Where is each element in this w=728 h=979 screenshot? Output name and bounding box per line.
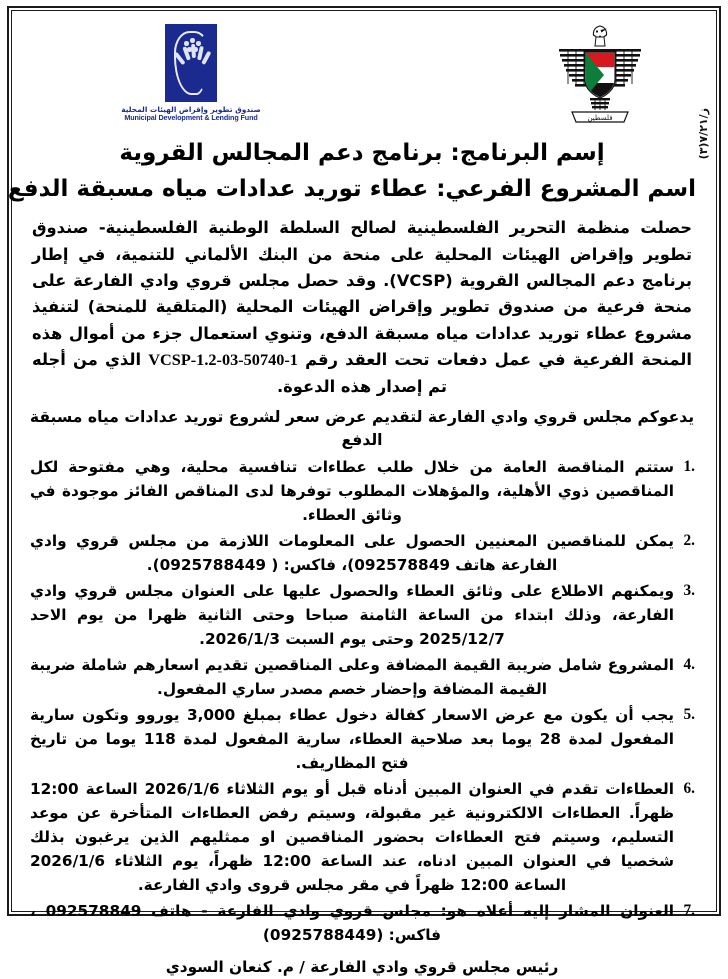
invitation-line: يدعوكم مجلس قروي وادي الفارعة لتقديم عرض سعر لشروع توريد عدادات مياه مسبقة الدفع xyxy=(29,408,695,450)
mdlf-caption-english: Municipal Development & Lending Fund xyxy=(124,113,258,123)
palestine-eagle-emblem-icon xyxy=(552,22,648,130)
list-item: المشروع شامل ضريبة القيمة المضافة وعلى المناقصين تقديم اسعارهم شاملة ضريبة القيمة المضافة وإحضار خصم مصدر ساري المفعول. xyxy=(30,655,674,698)
mdlf-hand-logo-icon xyxy=(165,24,217,102)
intro-text-after: الذي من أجله تم إصدار هذه الدعوة. xyxy=(32,350,448,396)
page-content xyxy=(6,6,722,977)
subproject-title: اسم المشروع الفرعي: عطاء توريد عدادات مياه مسبقة الدفع xyxy=(7,175,696,202)
list-item: العنوان المشار إليه أعلاه هو: مجلس قروي وادي الفارعة - هاتف 092578849 ، فاكس: (0925788449) xyxy=(30,902,674,945)
list-item: يجب أن يكون مع عرض الاسعار كفالة دخول عطاء بمبلغ 3,000 يوروو وتكون سارية المفعول لمدة 28 يوما بعد صلاحية العطاء، سارية المفعول لمدة 118 يوما من تاريخ فتح المظاريف. xyxy=(30,705,674,772)
signature-line: رئيس مجلس قروي وادي الفارعة / م. كنعان السودي xyxy=(165,958,559,977)
list-item: العطاءات تقدم في العنوان المبين أدناه قبل أو يوم الثلاثاء 2026/1/6 الساعة 12:00 ظهراً. العطاءات الالكترونية غير مقبولة، وسيتم رفض العطاءات المتأخرة عن موعد التسليم، وسيتم فتح العطاءات بحضور المناقصين او ممثليهم الذين يرغبون بذلك شخصيا في العنوان المبين ادناه، عند الساعة 12:00 ظهراً، يوم الثلاثاء 2026/1/6 الساعة 12:00 ظهراً في مقر مجلس قروى وادي الفارعة. xyxy=(30,780,674,895)
intro-text-before: حصلت منظمة التحرير الفلسطينية لصالح السلطة الوطنية الفلسطينية- صندوق تطوير وإقراض الهيئات المحلية على منحة من البنك الألماني للتنمية، في إطار برنامج دعم المجالس القروية (VCSP). وقد حصل مجلس قروي وادي الفارعة على منحة فرعية من صندوق تطوير وإقراض الهيئات المحلية (المتلقية للمنحة) لتنفيذ مشروع عطاء توريد عدادات مياه مسبقة الدفع، وتنوي استعمال جزء من أموال هذه المنحة الفرعية في عمل دفعات تحت العقد رقم xyxy=(32,218,693,370)
mdlf-logo-block xyxy=(76,24,306,122)
list-item: يمكن للمناقصين المعنيين الحصول على المعلومات اللازمة من مجلس قروي وادي الفارعة هاتف 092578849)، فاكس: ( 0925788449). xyxy=(30,531,674,574)
program-title: إسم البرنامج: برنامج دعم المجالس القروية xyxy=(119,140,605,166)
list-item: ويمكنهم الاطلاع على وثائق العطاء والحصول عليها على العنوان مجلس قروي وادي الفارعة، وذلك ابتداء من الساعة الثامنة صباحا وحتى الثانية ظهرا من يوم الاحد 2025/12/7 وحتى يوم السبت 2026/1/3. xyxy=(30,581,674,648)
mdlf-caption-arabic: صندوق تطوير وإقراض الهيئات المحلية xyxy=(121,105,261,114)
intro-paragraph xyxy=(32,215,692,400)
contract-number: VCSP-1.2-03-50740-1 xyxy=(148,350,298,370)
margin-code: ز/٧/٢١(٣) xyxy=(697,108,710,160)
list-item: ستتم المناقصة العامة من خلال طلب عطاءات تنافسية محلية، وهي مفتوحة لكل المناقصين ذوي الأهلية، والمؤهلات المطلوب توفرها لدى المناقص الفائز موجودة في وثائق العطاء. xyxy=(30,457,674,524)
document-titles xyxy=(7,136,696,207)
svg-text:فلسطين: فلسطين xyxy=(587,114,613,122)
tender-conditions-list xyxy=(28,455,696,947)
